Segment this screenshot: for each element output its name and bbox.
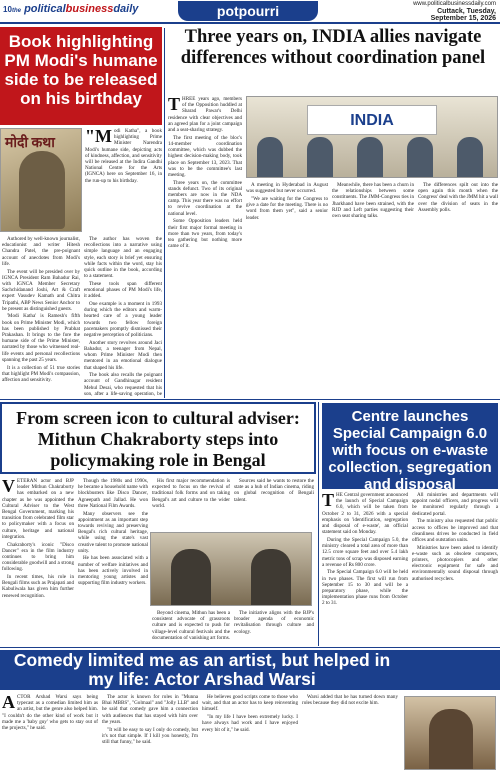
story2-col1: THREE years ago, members of the Opposition huddled at Sharad Pawar's Delhi residence with clear objectives and an agreed plan for a joint campaign and a seat-sharing strategy. The first meeting of the bloc's 14-member coordination committee, which was dubbed the highest decision-making body, took place on September 13, 2023. That was to be the committee's last meeting. Three years on, the committee stands defunct. Two of its original members are now in the NDA camp. This year there was no effort to revive coordination at the national level. Some Opposition leaders held their first major formal meeting in more than two years, from today's tea gathering but nothing more came of it. (168, 96, 242, 250)
story4-headline: Centre launches Special Campaign 6.0 with focus on e-waste collection, segregation and disposal (322, 403, 498, 489)
newspaper-logo: the politicalbusinessdaily (12, 3, 139, 15)
dropcap: T (322, 492, 335, 510)
book-cover-title: मोदी कथा (5, 136, 55, 151)
masthead-dateline (413, 1, 496, 22)
dropcap: V (2, 478, 15, 496)
person-figure (407, 137, 433, 177)
story2-col2: A meeting in Hyderabad in August was suggested but never occurred. "We are waiting for the Congress to give a date for the meeting. There is no word from them yet", said a senior leader. (246, 182, 328, 221)
page-number: 10 (3, 5, 12, 14)
india-sign: INDIA (307, 105, 437, 135)
section-title: potpourri (178, 1, 318, 21)
date: September 15, 2026 (430, 15, 496, 22)
story5-headline: Comedy limited me as an artist, but helped in my life: Actor Arshad Warsi (0, 650, 500, 690)
person-figure (307, 137, 333, 177)
story1-col3: The author has woven the recollections into a narrative using simple language and an engaging style, each story is brief yet ensuring while facts within the word, stay his quick outline in the book, according to a statement. These tools span different emotional phases of PM Modi's life, it added. One example is a moment in 1993 during which the editors and warm-hearted care of a young leader towards two fellow foreign pacemakers promptly dismissed their negative perception of politicians. Another story revolves around Jaci Bahadur, a teenager from Nepal, whom Prime Minister Modi then mentored in an emotional dialogue that shaped his life. The book also recalls the poignant account of Gandhinagar resident Mehul Desai, who requested that his son, after a life-saving operation, be (84, 236, 162, 396)
arshad-warsi-photo (404, 696, 496, 770)
person-figure (251, 549, 291, 605)
website[interactable]: www.politicalbusinessdaily.com (413, 1, 496, 7)
story5-col2: The actor is known for roles in "Munna Bhai MBBS", "Golmaal" and "Jolly LLB" and he said that comedy gave him a connection with audiences that has stayed with him over the years. "It will be easy to say I only do comedy, but it's not that simple. If I kill you honestly, I'm still that funny," he said. (102, 694, 198, 745)
section-rule (0, 399, 500, 400)
person-figure (429, 709, 473, 769)
story4-col2: All ministries and departments will appoint nodal officers, and progress will be monitored regularly through a dedicated portal. The ministry also requested that public access to offices be improved and that cleanliness drives be conducted in field offices and outstation units. Ministries have been asked to identify e-waste such as obsolete computers, printers, photocopiers and other electronic equipment for safe and environmentally sound disposal through authorised recyclers. (412, 492, 498, 582)
dropcap: A (2, 694, 15, 712)
book-cover-photo (0, 128, 82, 232)
place-date: Cuttack, Tuesday, (437, 8, 496, 15)
masthead (0, 0, 500, 24)
story5-col3: He believes good scripts come to those who wait, and that an actor has to keep reinventing himself. "In my life I have been extremely lucky. I have always had work and I have enjoyed every bit of it," he said. (202, 694, 298, 733)
story1-col2: Authored by well-known journalist, educationist and writer Hitesh Chandra Patel, the pre-poignant account of anecdotes from Modi's life. The event will be presided over by IGNCA President Ram Bahadur Rai, with IGNCA Member Secretary Sachchidanand Joshi, Art & Craft expert Vasudev Kamath and Chitra Tripathi, ABP News Senior Anchor to be present as distinguished guests. 'Modi Katha' is Ramesh's fifth book on Prime Minister Modi, which has been published by Prabhat Prakashan. It brings to the fore the humane side of the Prime Minister, narrated by those who witnessed real-life events and personal recollections spanning the past 25 years. It is a collection of 51 true stories that highlight PM Modi's compassion, affection and sensitivity. (2, 236, 80, 383)
dropcap: T (168, 96, 181, 114)
story2-headline: Three years on, INDIA allies navigate differences without coordination panel (180, 27, 486, 68)
person-figure (171, 549, 211, 605)
dropcap: "M (85, 128, 112, 146)
story3-col1: VETERAN actor and BJP leader Mithun Chakraborty has embarked on a new chapter as he was appointed the Cultural Adviser to the West Bengal Government, marking his transition from celebrated film star to policymaker with a focus on culture, heritage and national integration. Chakraborty's iconic "Disco Dancer" era in the film industry continues to bring him considerable goodwill and a strong following. In recent times, his role in Bengali films such as Prajapati and Kabuliwala has given him further renewed recognition. (2, 478, 74, 599)
story1-headline: Book highlighting PM Modi's humane side to be released on his birthday (0, 27, 162, 125)
story2-col3: Meanwhile, there has been a churn in the relationships between some constituents. The JMM-Congress ties in Jharkhand have been strained, with the RJD and Left parties suggesting their own seat sharing talks. (332, 182, 414, 220)
column-rule (164, 28, 165, 398)
person-figure (257, 137, 283, 177)
story3-col2: Though the 1980s and 1990s, he became a household name with blockbusters like Disco Dancer, Agneepath and Jallad. He won three National Film Awards. Many observers see the appointment as an important step towards reviving and preserving Bengal's rich cultural heritage, while using the state's vast creative talent to promote national unity. He has been associated with a number of welfare initiatives and has been actively involved in mentoring young artistes and supporting film industry workers. (78, 478, 148, 587)
india-bloc-photo (246, 96, 498, 178)
story4-col1: THE Central government announced the launch of Special Campaign 6.0, which will be taken from October 2 to 31, 2026 with a special emphasis on 'identification, segregation and disposal of e-waste', an official statement said on Monday. During the Special Campaign 5.0, the ministry cleared a total area of more than 12.5 crore square feet and over 5.4 lakh metric tons of scrap was disposed earning a revenue of Rs 800 crore. The Special Campaign 6.0 will be held in two phases. The first will run from September 15 to 30 and will be a preparatory phase, while the implementation phase runs from October 2 to 31. (322, 492, 408, 607)
mithun-photo (150, 532, 312, 606)
story3-col6: The initiative aligns with the BJP's broader agenda of economic revitalisation through culture and ecology. (234, 610, 314, 635)
story5-col4: Warsi added that he has turned down many roles because they did not excite him. (302, 694, 398, 707)
story3-col4: Sources said he wants to restore the state as a hub of Indian cinema, riding on global recognition of Bengali talent. (234, 478, 314, 503)
column-rule (318, 402, 319, 646)
story2-col4: The differences spilt out into the open again this month when the Congress' deal with the JMM hit a wall over the division of seats in the Assembly polls. (418, 182, 498, 213)
section-rule (0, 647, 500, 648)
story1-col1: "Modi Katha", a book highlighting Prime Minister Narendra Modi's humane side, depicting acts of kindness, affection, and sensitivity will be released at the Indira Gandhi National Centre for the Arts (IGNCA) here on September 16, in the run-up to his birthday. (85, 128, 162, 184)
story3-headline: From screen icon to cultural adviser: Mithun Chakraborty steps into policymaking role in Bengal (0, 402, 316, 474)
person-figure (457, 137, 483, 177)
story5-col1: ACTOR Arshad Warsi says being typecast as a comedian limited him as an artist, but the genre also helped him. "I couldn't do the other kind of work but it made me a 'baby guy' who gets to stay out of the projects," he said. (2, 694, 98, 732)
story3-col3: His first major recommendation is expected to focus on the revival of traditional folk forms and on taking Bengal's art and culture to the wider world. (152, 478, 230, 509)
person-figure (357, 137, 383, 177)
portrait-figure (19, 151, 65, 229)
story3-col5: Beyond cinema, Mithun has been a consistent advocate of grassroots culture and is expected to push for village-level cultural festivals and the documentation of vanishing art forms. (152, 610, 230, 641)
